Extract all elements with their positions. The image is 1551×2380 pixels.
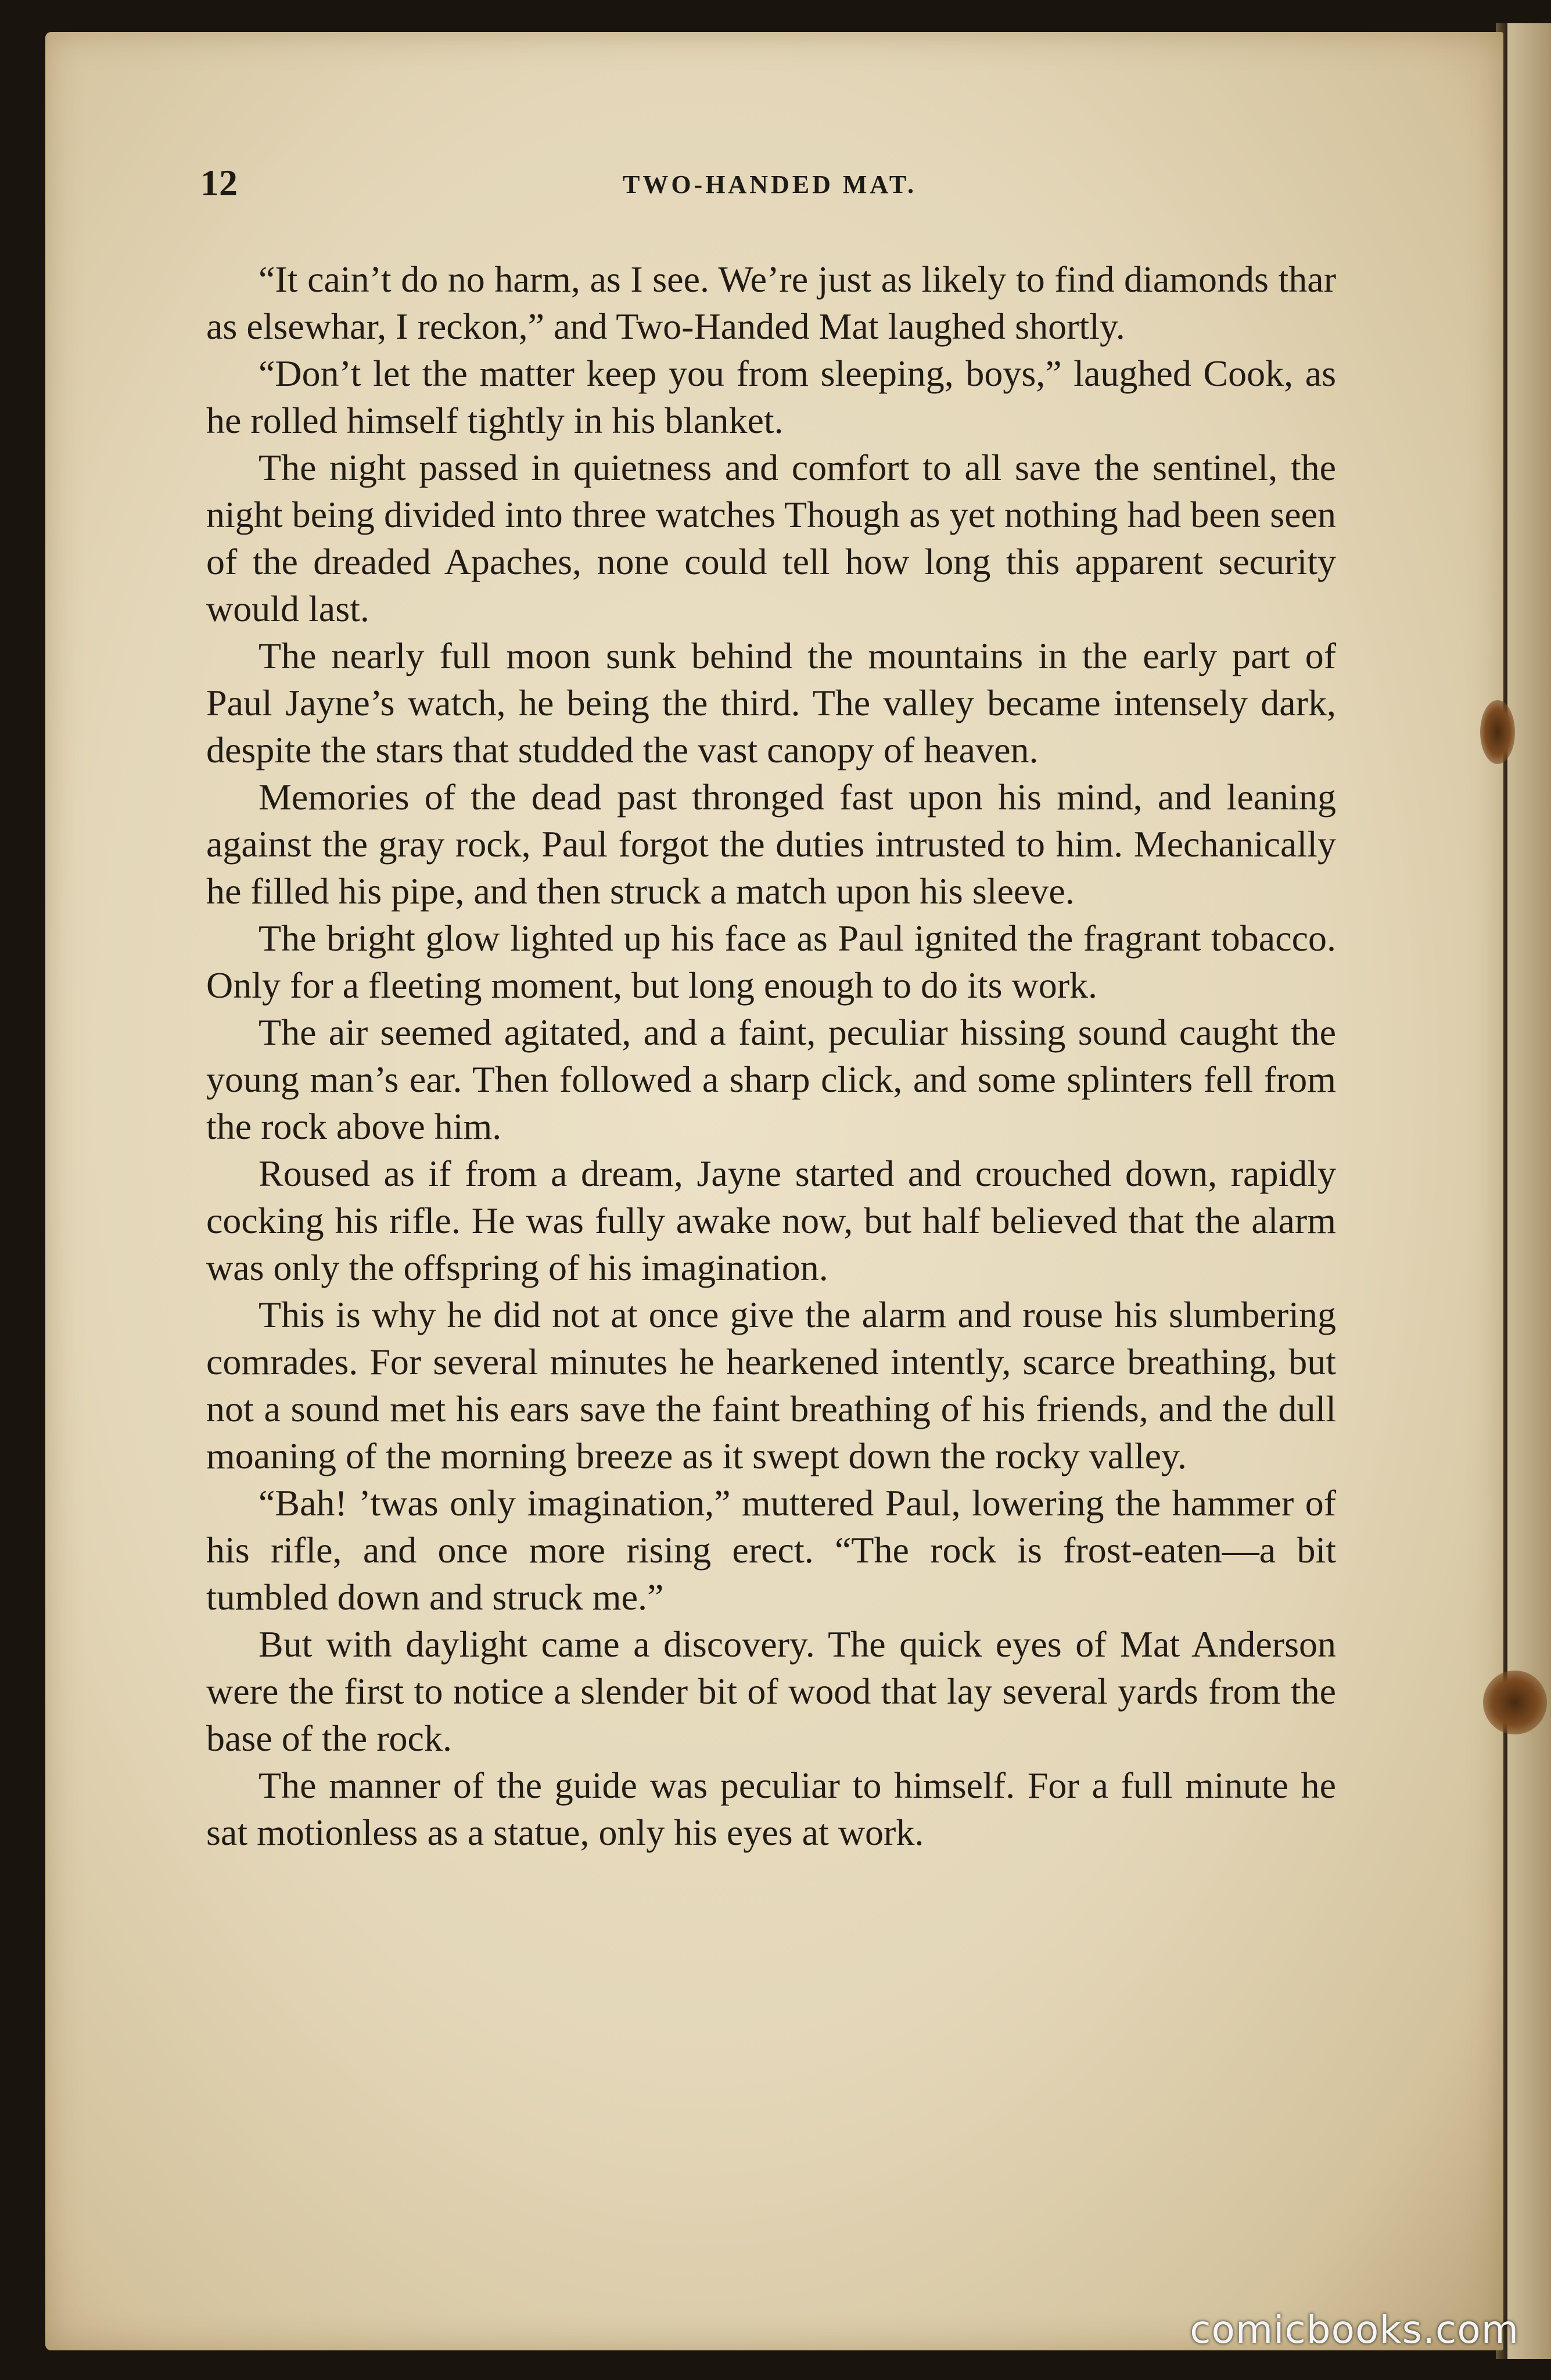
paragraph: This is why he did not at once give the alarm and rouse his slumbering comrades. For several minutes he hearkened intently, scarce breathing, but not a sound met his ears save the faint breathing of his friends, and the dull moaning of the morning breeze as it swept down the rocky valley. <box>206 1294 1336 1476</box>
binding-stain <box>1483 1671 1547 1734</box>
paragraph: “Bah! ’twas only imagination,” muttered Paul, lowering the hammer of his rifle, and once more rising erect. “The rock is frost-eaten—a bit tumbled down and struck me.” <box>206 1482 1336 1618</box>
binding-stain <box>1480 700 1515 764</box>
page-number: 12 <box>200 162 238 203</box>
facing-page-edge <box>1507 23 1551 2359</box>
running-head <box>200 162 1339 214</box>
site-watermark: comicbooks.com <box>1190 2307 1519 2352</box>
paragraph: The manner of the guide was peculiar to himself. For a full minute he sat motionless as a statue, only his eyes at work. <box>206 1765 1336 1853</box>
running-head-title: TWO-HANDED MAT. <box>622 170 917 199</box>
paragraph: The bright glow lighted up his face as Paul ignited the fragrant tobacco. Only for a fleeting moment, but long enough to do its work. <box>206 917 1336 1006</box>
paragraph: “Don’t let the matter keep you from sleeping, boys,” laughed Cook, as he rolled himself tightly in his blanket. <box>206 353 1336 441</box>
paragraph: The nearly full moon sunk behind the mountains in the early part of Paul Jayne’s watch, he being the third. The valley became intensely dark, despite the stars that studded the vast canopy of heaven. <box>206 635 1336 770</box>
paragraph: The night passed in quietness and comfort to all save the sentinel, the night being divided into three watches Though as yet nothing had been seen of the dreaded Apaches, none could tell how long this apparent security would last. <box>206 447 1336 629</box>
body-text <box>206 256 1336 1856</box>
paragraph: But with daylight came a discovery. The quick eyes of Mat Anderson were the first to notice a slender bit of wood that lay several yards from the base of the rock. <box>206 1623 1336 1759</box>
paragraph: Memories of the dead past thronged fast upon his mind, and leaning against the gray rock, Paul forgot the duties intrusted to him. Mechanically he filled his pipe, and then struck a match upon his sleeve. <box>206 776 1336 912</box>
paragraph: The air seemed agitated, and a faint, peculiar hissing sound caught the young man’s ear. Then followed a sharp click, and some splinters fell from the rock above him. <box>206 1012 1336 1147</box>
paragraph: “It cain’t do no harm, as I see. We’re just as likely to find diamonds thar as elsewhar, I reckon,” and Two-Handed Mat laughed shortly. <box>206 259 1336 347</box>
paragraph: Roused as if from a dream, Jayne started and crouched down, rapidly cocking his rifle. He was fully awake now, but half believed that the alarm was only the offspring of his imagination. <box>206 1153 1336 1288</box>
